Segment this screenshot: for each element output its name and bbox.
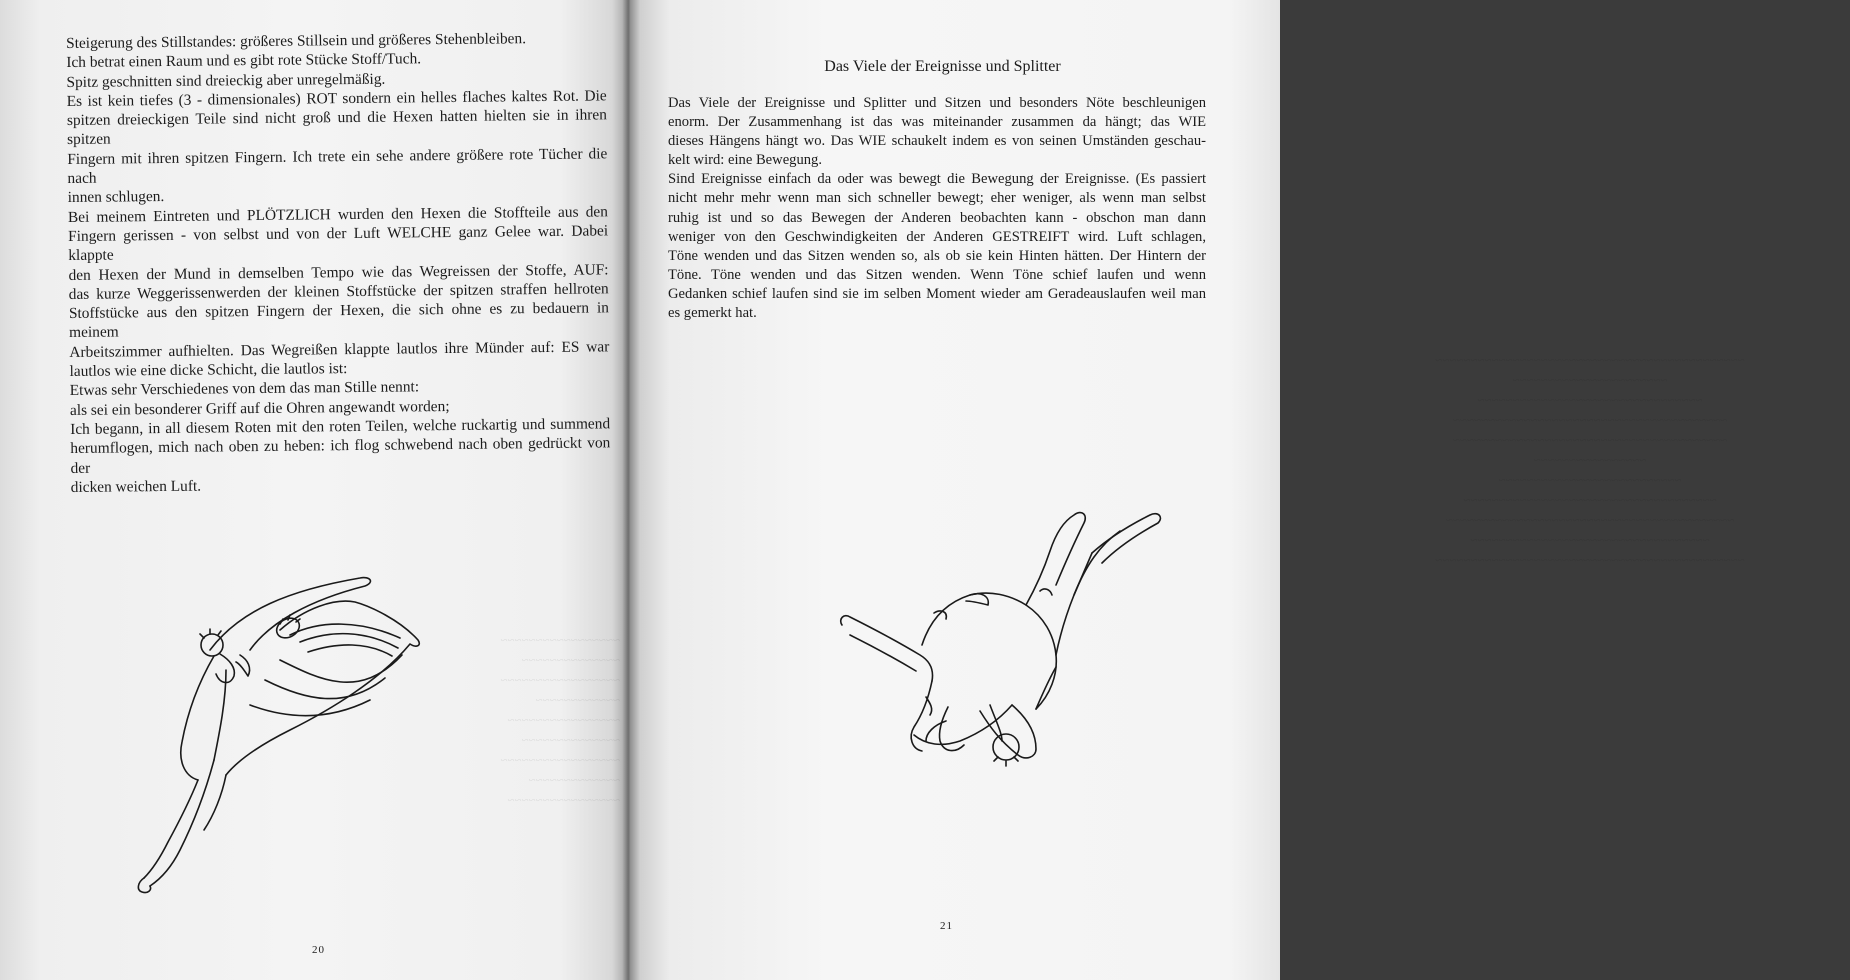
- text-line: kelt wird: eine Bewegung.: [668, 152, 823, 169]
- text-line: Spitz geschnitten sind dreieckig aber unregelmäßig.: [66, 70, 386, 91]
- text-line: spitzen dreieckigen Teile sind nicht groß und die Hexen hatten hielten sie in ihren spitzen: [66, 106, 607, 149]
- text-line: Das Viele der Ereignisse und Splitter und Sitzen und besonders Nöte beschleunigen: [668, 95, 1206, 111]
- left-page: [0, 0, 628, 980]
- show-through-text: ~~~~~~~~~~~~~~~~~~~~~~~~~~~~~~~~~~~~~~~~~~~~ ~~~~~~~~~~~~~~~~~~~~~~ ~~~~~~~~~~~~~~~~~~~~~~~~~~~~~~~~ ~~~~~~~~~~~~~~~~~~~~~~~~~~~~~~~~~~~~~~~ ~~~~~~~~~~~~~~~~~~~~~~~~~~~~~~~~~~~~~~~ ~~~~~~~~~~~~~~~~ ~~~~~~~~~~~~~~~~~~~~~~~~~~ ~~~~~~~~~~~~~~~~~~~~~~~~~~~~~~~~~~~~ ~~~~~~~~~~~~~~~~~~~~~~~~~~~~~~~~~~~~~~~~~ ~~~~~~~~~~~~~~~~~~~~~~~~~~~~~~~~~~ ~~~~~~~~~~~~~~~~~~~~~~~~~~~~~~~~~~~~~~~~~~~~: [1435, 352, 1745, 567]
- page-title: Das Viele der Ereignisse und Splitter: [824, 58, 1061, 75]
- text-line: Fingern mit ihren spitzen Fingern. Ich trete ein sehe andere größere rote Tücher die nach: [67, 145, 608, 188]
- text-line: dieses Hängens hängt wo. Das WIE schaukelt indem es von seinen Umständen geschau-: [668, 133, 1206, 150]
- text-line: enorm. Der Zusammenhang ist das was miteinander zusammen da hängt; das WIE: [668, 114, 1206, 131]
- text-line: Ich betrat einen Raum und es gibt rote Stücke Stoff/Tuch.: [66, 50, 422, 72]
- text-line: Fingern gerissen - von selbst und von der Luft WELCHE ganz Gelee war. Dabei klappte: [68, 222, 609, 265]
- text-line: dicken weichen Luft.: [70, 477, 202, 496]
- text-line: Ich begann, in all diesem Roten mit den roten Teilen, welche ruckartig und summend: [70, 415, 611, 438]
- text-line: Etwas sehr Verschiedenes von dem das man Stille nennt:: [69, 378, 420, 400]
- text-line: weniger von den Geschwindigkeiten der Anderen GESTREIFT wird. Luft schlagen,: [668, 228, 1206, 245]
- left-page-body: [66, 28, 611, 497]
- text-line: lautlos wie eine dicke Schicht, die lautlos ist:: [69, 360, 348, 381]
- flying-figures-illustration: [130, 560, 450, 900]
- text-line: herumflogen, mich nach oben zu heben: ich flog schwebend nach oben gedrückt von der: [70, 434, 611, 477]
- text-line: Sind Ereignisse einfach da oder was bewegt die Bewegung der Ereignisse. (Es passiert: [668, 171, 1206, 188]
- text-line: nicht mehr mehr wenn man sich schneller bewegt; eher weniger, als wenn man selbst: [668, 190, 1206, 207]
- text-line: Töne. Töne wenden und das Sitzen wenden. Wenn Töne schief laufen und wenn: [668, 266, 1206, 283]
- text-line: das kurze Weggerissenwerden der kleinen Stoffstücke der spitzen straffen hellroten: [68, 280, 609, 303]
- text-line: Arbeitszimmer aufhielten. Das Wegreißen klappte lautlos ihre Münder auf: ES war: [69, 338, 610, 361]
- tumbling-figure-illustration: [830, 495, 1170, 795]
- text-line: Töne wenden und das Sitzen wenden so, als ob sie kein Hinten hätten. Der Hintern der: [668, 247, 1206, 264]
- page-number: 21: [940, 920, 953, 932]
- right-page-body: [668, 94, 1206, 323]
- text-line: innen schlugen.: [67, 188, 165, 207]
- text-line: Steigerung des Stillstandes: größeres Stillsein und größeres Stehenbleiben.: [66, 30, 527, 52]
- show-through-text: ~~~~~~~~~~~~~~~~~ ~~~~~~~~~~~~~~ ~~~~~~~~~~~~~~~~~ ~~~~~~~~~~~~ ~~~~~~~~~~~~~~~~ ~~~~~~~~~~~~~~ ~~~~~~~~~~~~~~~~~ ~~~~~~~~~~~~~ ~~~~~~~~~~~~~~~~: [500, 632, 620, 807]
- text-line: ruhig ist und so das Bewegen der Anderen beobachten kann - obschon man dann: [668, 209, 1206, 226]
- text-line: den Hexen der Mund in demselben Tempo wie das Wegreissen der Stoffe, AUF:: [68, 260, 609, 284]
- text-line: Bei meinem Eintreten und PLÖTZLICH wurden den Hexen die Stoffteile aus den: [67, 203, 608, 226]
- page-number: 20: [312, 944, 325, 956]
- text-line: es gemerkt hat.: [668, 305, 757, 322]
- text-line: Gedanken schief laufen sind sie im selben Moment wieder am Geradeauslaufen weil man: [668, 285, 1206, 302]
- text-line: als sei ein besonderer Griff auf die Ohren angewandt worden;: [69, 397, 450, 419]
- text-line: Es ist kein tiefes (3 - dimensionales) ROT sondern ein helles flaches kaltes Rot. Die: [66, 87, 607, 110]
- text-line: Stoffstücke aus den spitzen Fingern der Hexen, die sich ohne es zu bedauern in meinem: [68, 299, 609, 342]
